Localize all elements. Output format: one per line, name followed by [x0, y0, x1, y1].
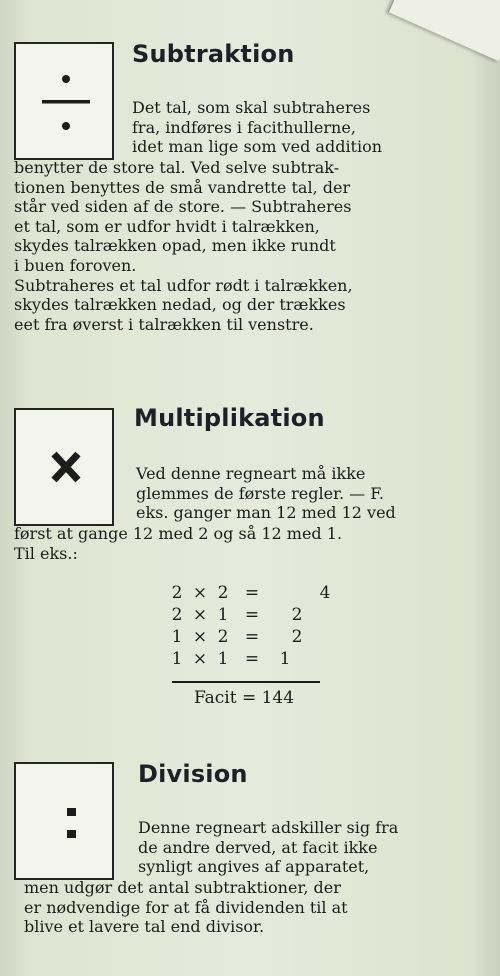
example-row [166, 626, 340, 648]
sum-line [172, 681, 320, 683]
divide-sign-icon [14, 42, 114, 160]
text-line: blive et lavere tal end divisor. [24, 917, 265, 937]
example-equals: = [244, 649, 260, 669]
text-line: Ved denne regneart må ikke [136, 464, 366, 483]
example-factor: 1 [171, 649, 183, 669]
multiplikation-intro [136, 464, 486, 523]
example-factor: 1 [217, 605, 229, 625]
text-line: skydes talrækken nedad, og der trækkes [14, 295, 346, 315]
text-line: eks. ganger man 12 med 12 ved [136, 503, 396, 523]
multiplication-example [166, 582, 340, 670]
subtraktion-body [14, 158, 486, 334]
text-line: idet man lige som ved addition [132, 137, 383, 157]
text-line: er nødvendige for at få dividenden til at [24, 897, 348, 917]
division-body [24, 878, 486, 937]
subtraktion-intro [132, 98, 486, 157]
text-line: benytter de store tal. Ved selve subtrak- [14, 158, 340, 177]
division-colon-icon [14, 762, 114, 880]
example-operator: × [192, 649, 208, 669]
example-row [166, 604, 340, 626]
text-line: Det tal, som skal subtraheres [132, 98, 371, 117]
text-line: glemmes de første regler. — F. [136, 483, 384, 503]
example-equals: = [244, 605, 260, 625]
example-factor: 1 [217, 649, 229, 669]
example-row [166, 582, 340, 604]
division-intro [138, 818, 486, 877]
text-line: eet fra øverst i talrækken til venstre. [14, 314, 314, 334]
facit-result: Facit = 144 [194, 688, 295, 708]
multiplikation-heading: Multiplikation [134, 404, 325, 432]
example-equals: = [244, 583, 260, 603]
example-factor: 2 [217, 627, 229, 647]
text-line: skydes talrækken opad, men ikke rundt [14, 236, 336, 256]
multiply-sign-icon [14, 408, 114, 526]
example-equals: = [244, 627, 260, 647]
example-result: 4 [319, 583, 331, 603]
example-factor: 1 [171, 627, 183, 647]
page-corner [388, 0, 500, 61]
text-line: et tal, som er udfor hvidt i talrækken, [14, 216, 320, 236]
text-line: først at gange 12 med 2 og så 12 med 1. [14, 524, 343, 543]
division-heading: Division [138, 760, 248, 788]
text-line: synligt angives af apparatet, [138, 857, 370, 877]
text-line: står ved siden af de store. — Subtraheres [14, 197, 352, 217]
text-line: de andre derved, at facit ikke [138, 837, 378, 857]
text-line: fra, indføres i facithullerne, [132, 117, 356, 137]
text-line: tionen benyttes de små vandrette tal, der [14, 177, 351, 197]
example-result: 1 [279, 649, 291, 669]
subtraktion-heading: Subtraktion [132, 40, 295, 68]
text-line: Til eks.: [14, 543, 78, 563]
multiplikation-body [14, 524, 486, 563]
example-result: 2 [291, 605, 303, 625]
example-factor: 2 [171, 583, 183, 603]
example-operator: × [192, 583, 208, 603]
example-operator: × [192, 605, 208, 625]
text-line: men udgør det antal subtraktioner, der [24, 878, 341, 897]
text-line: Subtraheres et tal udfor rødt i talrækken, [14, 275, 353, 295]
text-line: i buen foroven. [14, 255, 137, 275]
example-row [166, 648, 340, 670]
example-factor: 2 [171, 605, 183, 625]
example-result: 2 [291, 627, 303, 647]
example-operator: × [192, 627, 208, 647]
example-factor: 2 [217, 583, 229, 603]
text-line: Denne regneart adskiller sig fra [138, 818, 399, 837]
